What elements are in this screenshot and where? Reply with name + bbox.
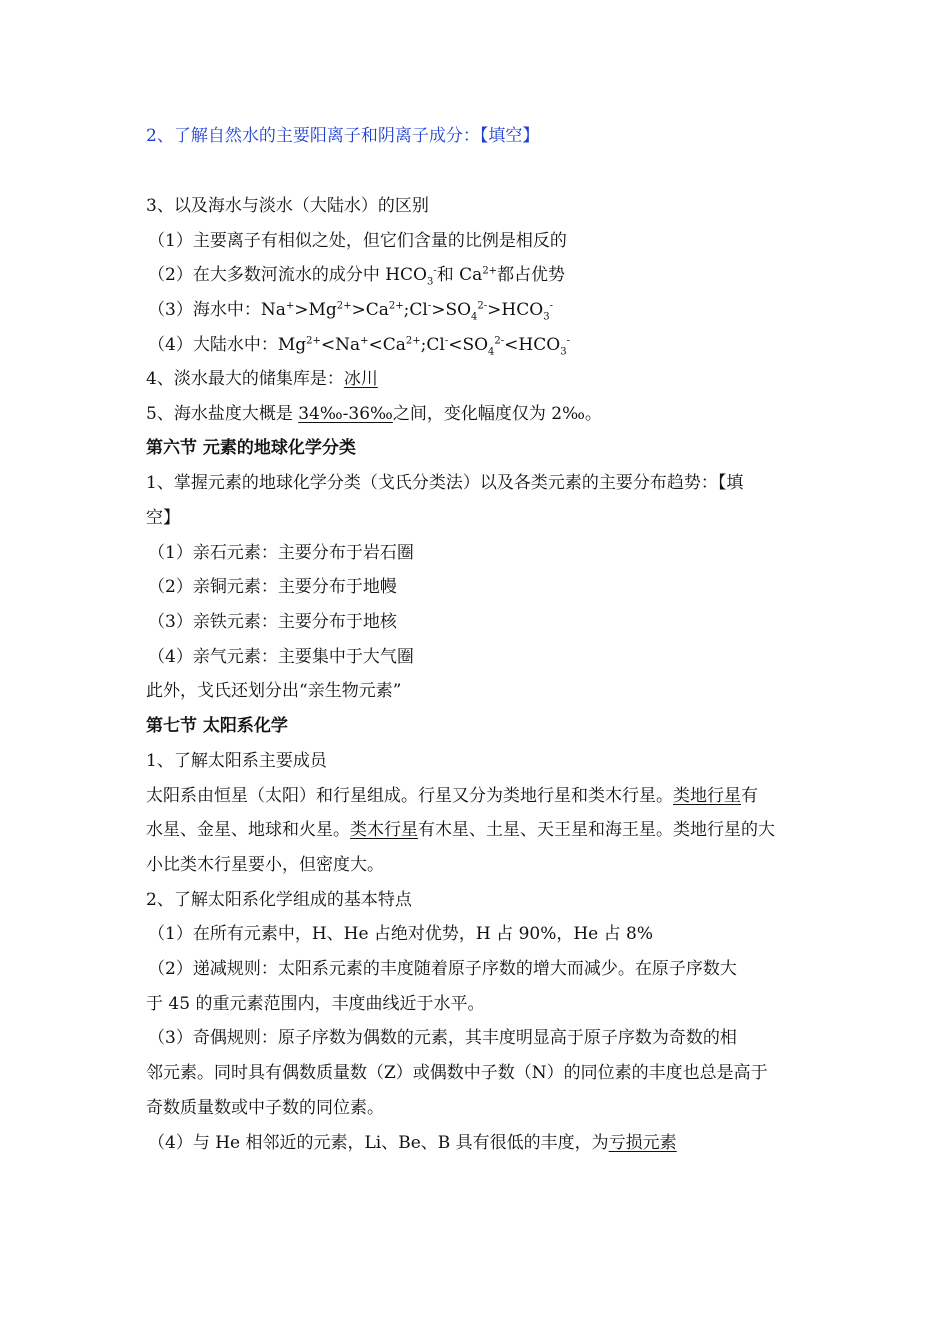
item-3-4: （4）大陆水中：$Mg^{2+}<Na^+<Ca^{2+};Cl^-<SO_4^{2-}<HCO_3^-$ <box>148 335 570 358</box>
sec6-item-1-line-b: 空】 <box>146 508 180 528</box>
sec7-item-2-2-line-b: 于 45 的重元素范围内，丰度曲线近于水平。 <box>146 994 485 1014</box>
section-7-heading: 第七节 太阳系化学 <box>146 716 288 736</box>
sec7-item-2-4: （4）与 He 相邻近的元素，Li、Be、B 具有很低的丰度，为亏损元素 <box>148 1133 677 1153</box>
item-3-title: 3、以及海水与淡水（大陆水）的区别 <box>146 196 429 216</box>
section-item-2-heading: 2、了解自然水的主要阳离子和阴离子成分：【填空】 <box>146 126 540 146</box>
item-5: 5、海水盐度大概是 34‰-36‰之间，变化幅度仅为 2‰。 <box>146 404 602 424</box>
answer-glacier: 冰川 <box>343 369 378 389</box>
sec6-item-1-1: （1）亲石元素：主要分布于岩石圈 <box>148 543 414 563</box>
sec7-item-2: 2、了解太阳系化学组成的基本特点 <box>146 890 412 910</box>
item-3-1: （1）主要离子有相似之处，但它们含量的比例是相反的 <box>148 231 567 251</box>
sec6-item-1-3: （3）亲铁元素：主要分布于地核 <box>148 612 397 632</box>
section-6-heading: 第六节 元素的地球化学分类 <box>146 438 356 458</box>
item-4: 4、淡水最大的储集库是：冰川 <box>146 369 378 389</box>
sec7-item-1: 1、了解太阳系主要成员 <box>146 751 327 771</box>
sec6-note: 此外，戈氏还划分出“亲生物元素” <box>146 681 402 701</box>
sec7-item-2-1: （1）在所有元素中，H、He 占绝对优势，H 占 90%，He 占 8% <box>148 924 654 944</box>
sec7-item-2-3-line-b: 邻元素。同时具有偶数质量数（Z）或偶数中子数（N）的同位素的丰度也总是高于 <box>146 1063 768 1083</box>
sec7-para-1-line-b: 水星、金星、地球和火星。类木行星有木星、土星、天王星和海王星。类地行星的大 <box>146 820 775 840</box>
answer-depleted-elements: 亏损元素 <box>608 1133 677 1153</box>
sec7-item-2-2-line-a: （2）递减规则：太阳系元素的丰度随着原子序数的增大而减少。在原子序数大 <box>148 959 737 979</box>
answer-salinity: 34‰-36‰ <box>298 404 393 424</box>
sec7-para-1-line-a: 太阳系由恒星（太阳）和行星组成。行星又分为类地行星和类木行星。类地行星有 <box>146 786 758 806</box>
sec7-item-2-3-line-c: 奇数质量数或中子数的同位素。 <box>146 1098 384 1118</box>
item-3-2: （2）在大多数河流水的成分中 $HCO_3^-$和 $Ca^{2+}$都占优势 <box>148 265 566 288</box>
sec7-item-2-3-line-a: （3）奇偶规则：原子序数为偶数的元素，其丰度明显高于原子序数为奇数的相 <box>148 1028 737 1048</box>
sec6-item-1-2: （2）亲铜元素：主要分布于地幔 <box>148 577 397 597</box>
item-3-3: （3）海水中：$Na^+>Mg^{2+}>Ca^{2+};Cl^->SO_4^{2-}>HCO_3^-$ <box>148 300 553 323</box>
sec6-item-1-4: （4）亲气元素：主要集中于大气圈 <box>148 647 414 667</box>
sec6-item-1-line-a: 1、掌握元素的地球化学分类（戈氏分类法）以及各类元素的主要分布趋势：【填 <box>146 473 744 493</box>
sec7-para-1-line-c: 小比类木行星要小，但密度大。 <box>146 855 384 875</box>
